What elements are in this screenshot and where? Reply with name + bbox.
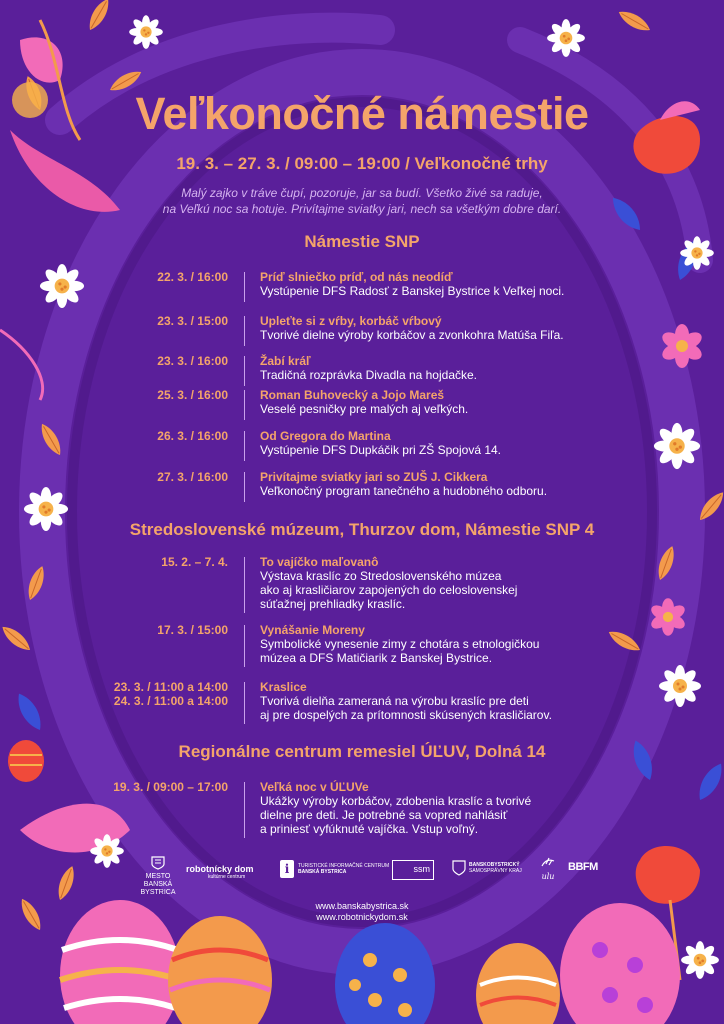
event-name: Od Gregora do Martina: [260, 429, 391, 443]
city-logo: [140, 856, 176, 897]
event-description: Tvorivé dielne výroby korbáčov a zvonkohra Matúša Fiľa.: [260, 328, 564, 342]
logo-text: MESTO: [145, 873, 171, 880]
logo-text: BANSKÁ BYSTRICA: [140, 881, 176, 896]
venue-heading: Regionálne centrum remesiel ÚĽUV, Dolná 14: [178, 742, 546, 761]
divider: [244, 625, 245, 667]
logo-text: ulu: [541, 872, 555, 881]
sponsor-logos: [140, 856, 620, 896]
divider: [244, 316, 245, 346]
logo-text: BANSKOBYSTRICKÝ: [469, 862, 520, 868]
poster-subtitle: 19. 3. – 27. 3. / 09:00 – 19:00 / Veľkonočné trhy: [176, 154, 548, 173]
event-name: Vynášanie Moreny: [260, 623, 365, 637]
event-date: 17. 3. / 15:00: [157, 623, 228, 637]
event-description: Vystúpenie DFS Dupkáčik pri ZŠ Spojová 14.: [260, 443, 502, 457]
event-date: 23. 3. / 11:00 a 14:00 24. 3. / 11:00 a 14:00: [113, 680, 228, 708]
event-name: Príď slniečko príď, od nás neodíď: [260, 270, 453, 284]
event-description: Veľkonočný program tanečného a hudobného odboru.: [260, 484, 548, 498]
ssm-logo: [392, 860, 434, 880]
event-date: 23. 3. / 16:00: [157, 354, 228, 368]
logo-text: robotnícky dom: [186, 864, 254, 874]
robotnicky-dom-logo: [186, 864, 266, 880]
logo-text: kultúrne centrum: [208, 874, 246, 880]
logo-text: TURISTICKÉ INFORMAČNÉ CENTRUM: [298, 863, 390, 869]
website-links: [0, 901, 724, 923]
event-date: 19. 3. / 09:00 – 17:00: [113, 780, 228, 794]
logo-text: BBFM: [568, 861, 598, 873]
event-date: 15. 2. – 7. 4.: [161, 555, 228, 569]
link[interactable]: www.robotnickydom.sk: [316, 912, 408, 922]
logo-text: SAMOSPRÁVNY KRAJ: [469, 868, 522, 874]
event-description: Vystúpenie DFS Radosť z Banskej Bystrice k Veľkej noci.: [260, 284, 565, 298]
event-name: To vajíčko maľovanô: [260, 555, 379, 569]
bbfm-logo: [568, 860, 612, 874]
event-name: Kraslice: [260, 680, 307, 694]
uluv-logo: [536, 856, 560, 881]
divider: [244, 431, 245, 461]
divider: [244, 272, 245, 302]
event-name: Žabí kráľ: [260, 354, 311, 368]
event-description: Ukážky výroby korbáčov, zdobenia kraslíc a tvorivé dielne pre deti. Je potrebné sa vopred nahlásiť a priniesť vyfúknuté vajíčka. Vstup voľný.: [260, 794, 532, 836]
event-date: 26. 3. / 16:00: [157, 429, 228, 443]
event-date: 22. 3. / 16:00: [157, 270, 228, 284]
logo-text: BANSKÁ BYSTRICA: [298, 869, 347, 875]
event-date: 25. 3. / 16:00: [157, 388, 228, 402]
intro-line: Malý zajko v tráve čupí, pozoruje, jar sa budí. Všetko živé sa raduje,: [181, 186, 543, 200]
divider: [244, 472, 245, 502]
intro-text: [110, 185, 614, 217]
event-description: Veselé pesničky pre malých aj veľkých.: [260, 402, 469, 416]
event-description: Tvorivá dielňa zameraná na výrobu kraslíc pre deti aj pre dospelých za prítomnosti skúsených krasličiarov.: [260, 694, 552, 722]
divider: [244, 557, 245, 613]
divider: [244, 682, 245, 724]
event-name: Privítajme sviatky jari so ZUŠ J. Cikkera: [260, 470, 488, 484]
intro-line: na Veľkú noc sa hotuje. Privítajme sviatky jari, nech sa všetkým dobre darí.: [162, 202, 562, 216]
info-icon: i: [280, 860, 294, 878]
bird-icon: [540, 856, 556, 870]
event-description: Výstava kraslíc zo Stredoslovenského múzea ako aj krasličiarov zapojených do celoslovenskej súťažnej prehliadky kraslíc.: [260, 569, 518, 611]
link[interactable]: www.banskabystrica.sk: [315, 901, 409, 911]
shield-icon: [452, 860, 466, 876]
event-date: 27. 3. / 16:00: [157, 470, 228, 484]
event-date: 23. 3. / 15:00: [157, 314, 228, 328]
poster-title: Veľkonočné námestie: [135, 88, 589, 139]
event-name: Roman Buhovecký a Jojo Mareš: [260, 388, 445, 402]
divider: [244, 782, 245, 838]
divider: [244, 390, 245, 420]
event-description: Tradičná rozprávka Divadla na hojdačke.: [260, 368, 478, 382]
venue-heading: Stredoslovenské múzeum, Thurzov dom, Námestie SNP 4: [129, 520, 595, 539]
city-crest-icon: [151, 856, 165, 870]
event-name: Veľká noc v ÚĽUVe: [260, 780, 369, 794]
logo-text: ssm: [413, 864, 430, 874]
event-description: Symbolické vynesenie zimy z chotára s etnologičkou múzea a DFS Matičiarik z Banskej Bystrice.: [260, 637, 540, 665]
event-name: Upleťte si z vŕby, korbáč vŕbový: [260, 314, 442, 328]
divider: [244, 356, 245, 386]
venue-heading: Námestie SNP: [304, 232, 420, 251]
